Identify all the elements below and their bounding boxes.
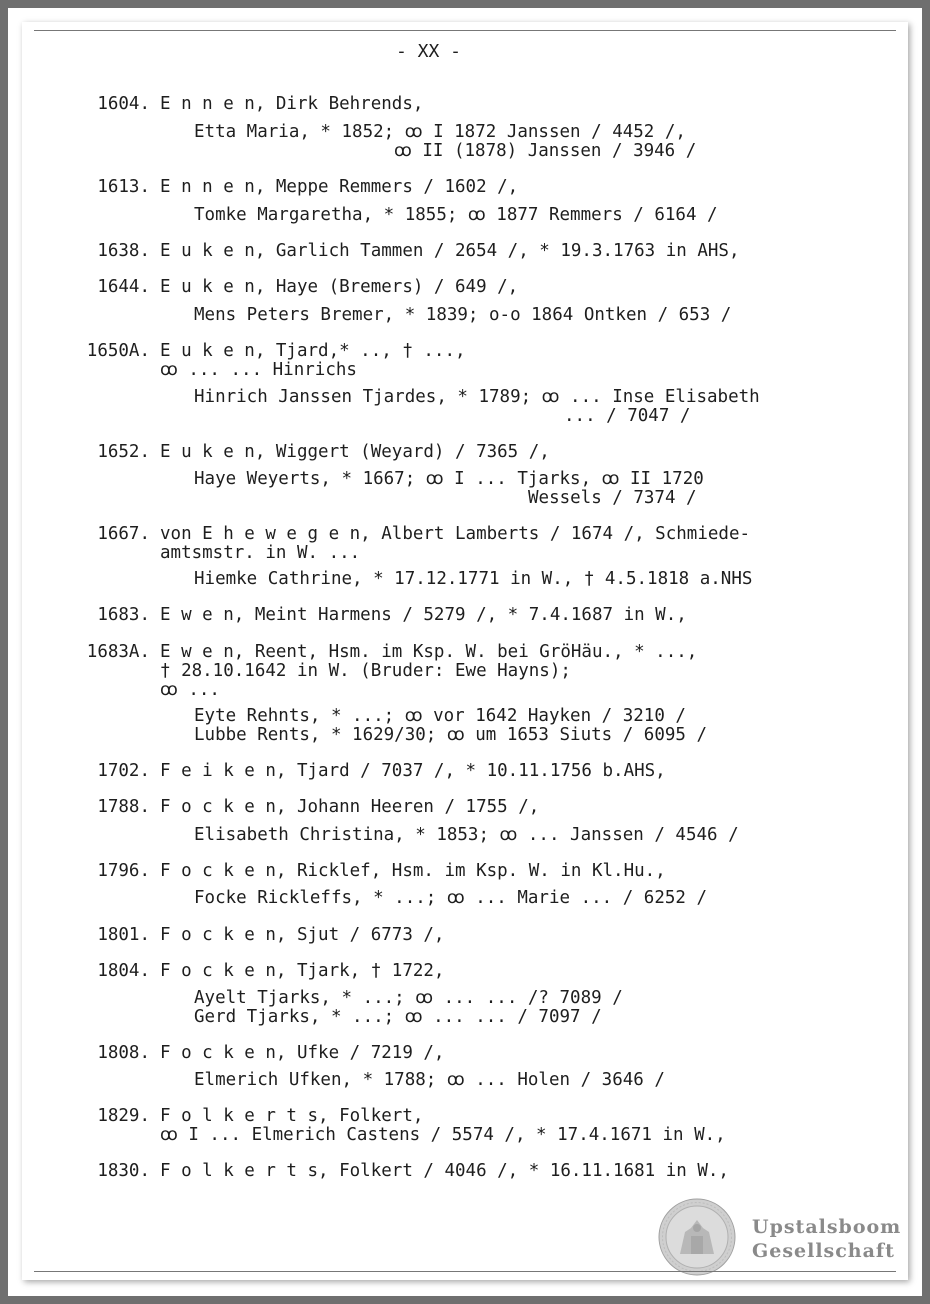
entry-line: Wessels / 7374 / <box>528 488 697 508</box>
entry-number: 1650A. <box>86 341 150 361</box>
entry-line: Lubbe Rents, * 1629/30; ꝏ um 1653 Siuts / 6095 / <box>194 725 708 745</box>
entry-head: F o l k e r t s, Folkert, <box>160 1106 424 1126</box>
entry-head: E n n e n, Meppe Remmers / 1602 /, <box>160 177 519 197</box>
entry-number: 1804. <box>97 961 150 981</box>
entry-line: Elisabeth Christina, * 1853; ꝏ ... Janssen / 4546 / <box>194 825 739 845</box>
entry-head: E u k e n, Wiggert (Weyard) / 7365 /, <box>160 442 550 462</box>
entry-line: Ayelt Tjarks, * ...; ꝏ ... ... /? 7089 / <box>194 988 623 1008</box>
document-page <box>22 22 908 1280</box>
entry-line: ꝏ ... <box>160 680 220 700</box>
entry-head: F o c k e n, Ricklef, Hsm. im Ksp. W. in Kl.Hu., <box>160 861 666 881</box>
entry-number: 1801. <box>97 925 150 945</box>
entry-head: F o c k e n, Ufke / 7219 /, <box>160 1043 445 1063</box>
brand-wordmark <box>752 1215 901 1263</box>
entry-head: von E h e w e g e n, Albert Lamberts / 1674 /, Schmiede- <box>160 524 751 544</box>
seal-icon <box>658 1198 736 1276</box>
entry-line: Mens Peters Bremer, * 1839; o-o 1864 Ontken / 653 / <box>194 305 732 325</box>
entry-head: F o c k e n, Tjark, † 1722, <box>160 961 445 981</box>
entry-head: E u k e n, Garlich Tammen / 2654 /, * 19.3.1763 in AHS, <box>160 241 740 261</box>
entry-line: † 28.10.1642 in W. (Bruder: Ewe Hayns); <box>160 661 571 681</box>
brand-line-1: Upstalsboom <box>752 1216 902 1238</box>
entry-number: 1830. <box>97 1161 150 1181</box>
entry-line: ꝏ I ... Elmerich Castens / 5574 /, * 17.4.1671 in W., <box>160 1125 726 1145</box>
entry-line: Tomke Margaretha, * 1855; ꝏ 1877 Remmers / 6164 / <box>194 205 718 225</box>
entry-number: 1808. <box>97 1043 150 1063</box>
entry-number: 1702. <box>97 761 150 781</box>
entry-number: 1667. <box>97 524 150 544</box>
entry-number: 1683A. <box>86 642 150 662</box>
entry-head: F e i k e n, Tjard / 7037 /, * 10.11.1756 b.AHS, <box>160 761 666 781</box>
entry-head: F o c k e n, Sjut / 6773 /, <box>160 925 445 945</box>
entry-head: F o l k e r t s, Folkert / 4046 /, * 16.11.1681 in W., <box>160 1161 729 1181</box>
entry-number: 1613. <box>97 177 150 197</box>
entry-line: Gerd Tjarks, * ...; ꝏ ... ... / 7097 / <box>194 1007 602 1027</box>
entry-number: 1604. <box>97 94 150 114</box>
entry-head: E u k e n, Haye (Bremers) / 649 /, <box>160 277 519 297</box>
entry-line: Hinrich Janssen Tjardes, * 1789; ꝏ ... Inse Elisabeth <box>194 387 760 407</box>
entry-number: 1638. <box>97 241 150 261</box>
entry-line: Haye Weyerts, * 1667; ꝏ I ... Tjarks, ꝏ II 1720 <box>194 469 704 489</box>
brand-line-2: Gesellschaft <box>752 1240 895 1262</box>
entry-head: F o c k e n, Johann Heeren / 1755 /, <box>160 797 540 817</box>
entry-number: 1829. <box>97 1106 150 1126</box>
entry-line: Focke Rickleffs, * ...; ꝏ ... Marie ... / 6252 / <box>194 888 708 908</box>
entry-line: ... / 7047 / <box>564 406 691 426</box>
entry-line: ꝏ ... ... Hinrichs <box>160 360 357 380</box>
entry-head: E u k e n, Tjard,* .., † ..., <box>160 341 466 361</box>
entry-number: 1683. <box>97 605 150 625</box>
entry-head: E w e n, Reent, Hsm. im Ksp. W. bei GröHäu., * ..., <box>160 642 698 662</box>
top-rule <box>34 30 896 31</box>
entry-head: E n n e n, Dirk Behrends, <box>160 94 424 114</box>
entry-line: amtsmstr. in W. ... <box>160 543 361 563</box>
entry-number: 1652. <box>97 442 150 462</box>
entry-line: ꝏ II (1878) Janssen / 3946 / <box>394 141 697 161</box>
entry-line: Elmerich Ufken, * 1788; ꝏ ... Holen / 3646 / <box>194 1070 665 1090</box>
entry-number: 1644. <box>97 277 150 297</box>
entry-head: E w e n, Meint Harmens / 5279 /, * 7.4.1687 in W., <box>160 605 687 625</box>
entry-line: Hiemke Cathrine, * 17.12.1771 in W., † 4.5.1818 a.NHS <box>194 569 753 589</box>
entry-line: Eyte Rehnts, * ...; ꝏ vor 1642 Hayken / 3210 / <box>194 706 686 726</box>
entry-number: 1788. <box>97 797 150 817</box>
bottom-rule <box>34 1271 896 1272</box>
page-number: - XX - <box>396 41 462 62</box>
entry-number: 1796. <box>97 861 150 881</box>
entry-line: Etta Maria, * 1852; ꝏ I 1872 Janssen / 4452 /, <box>194 122 686 142</box>
